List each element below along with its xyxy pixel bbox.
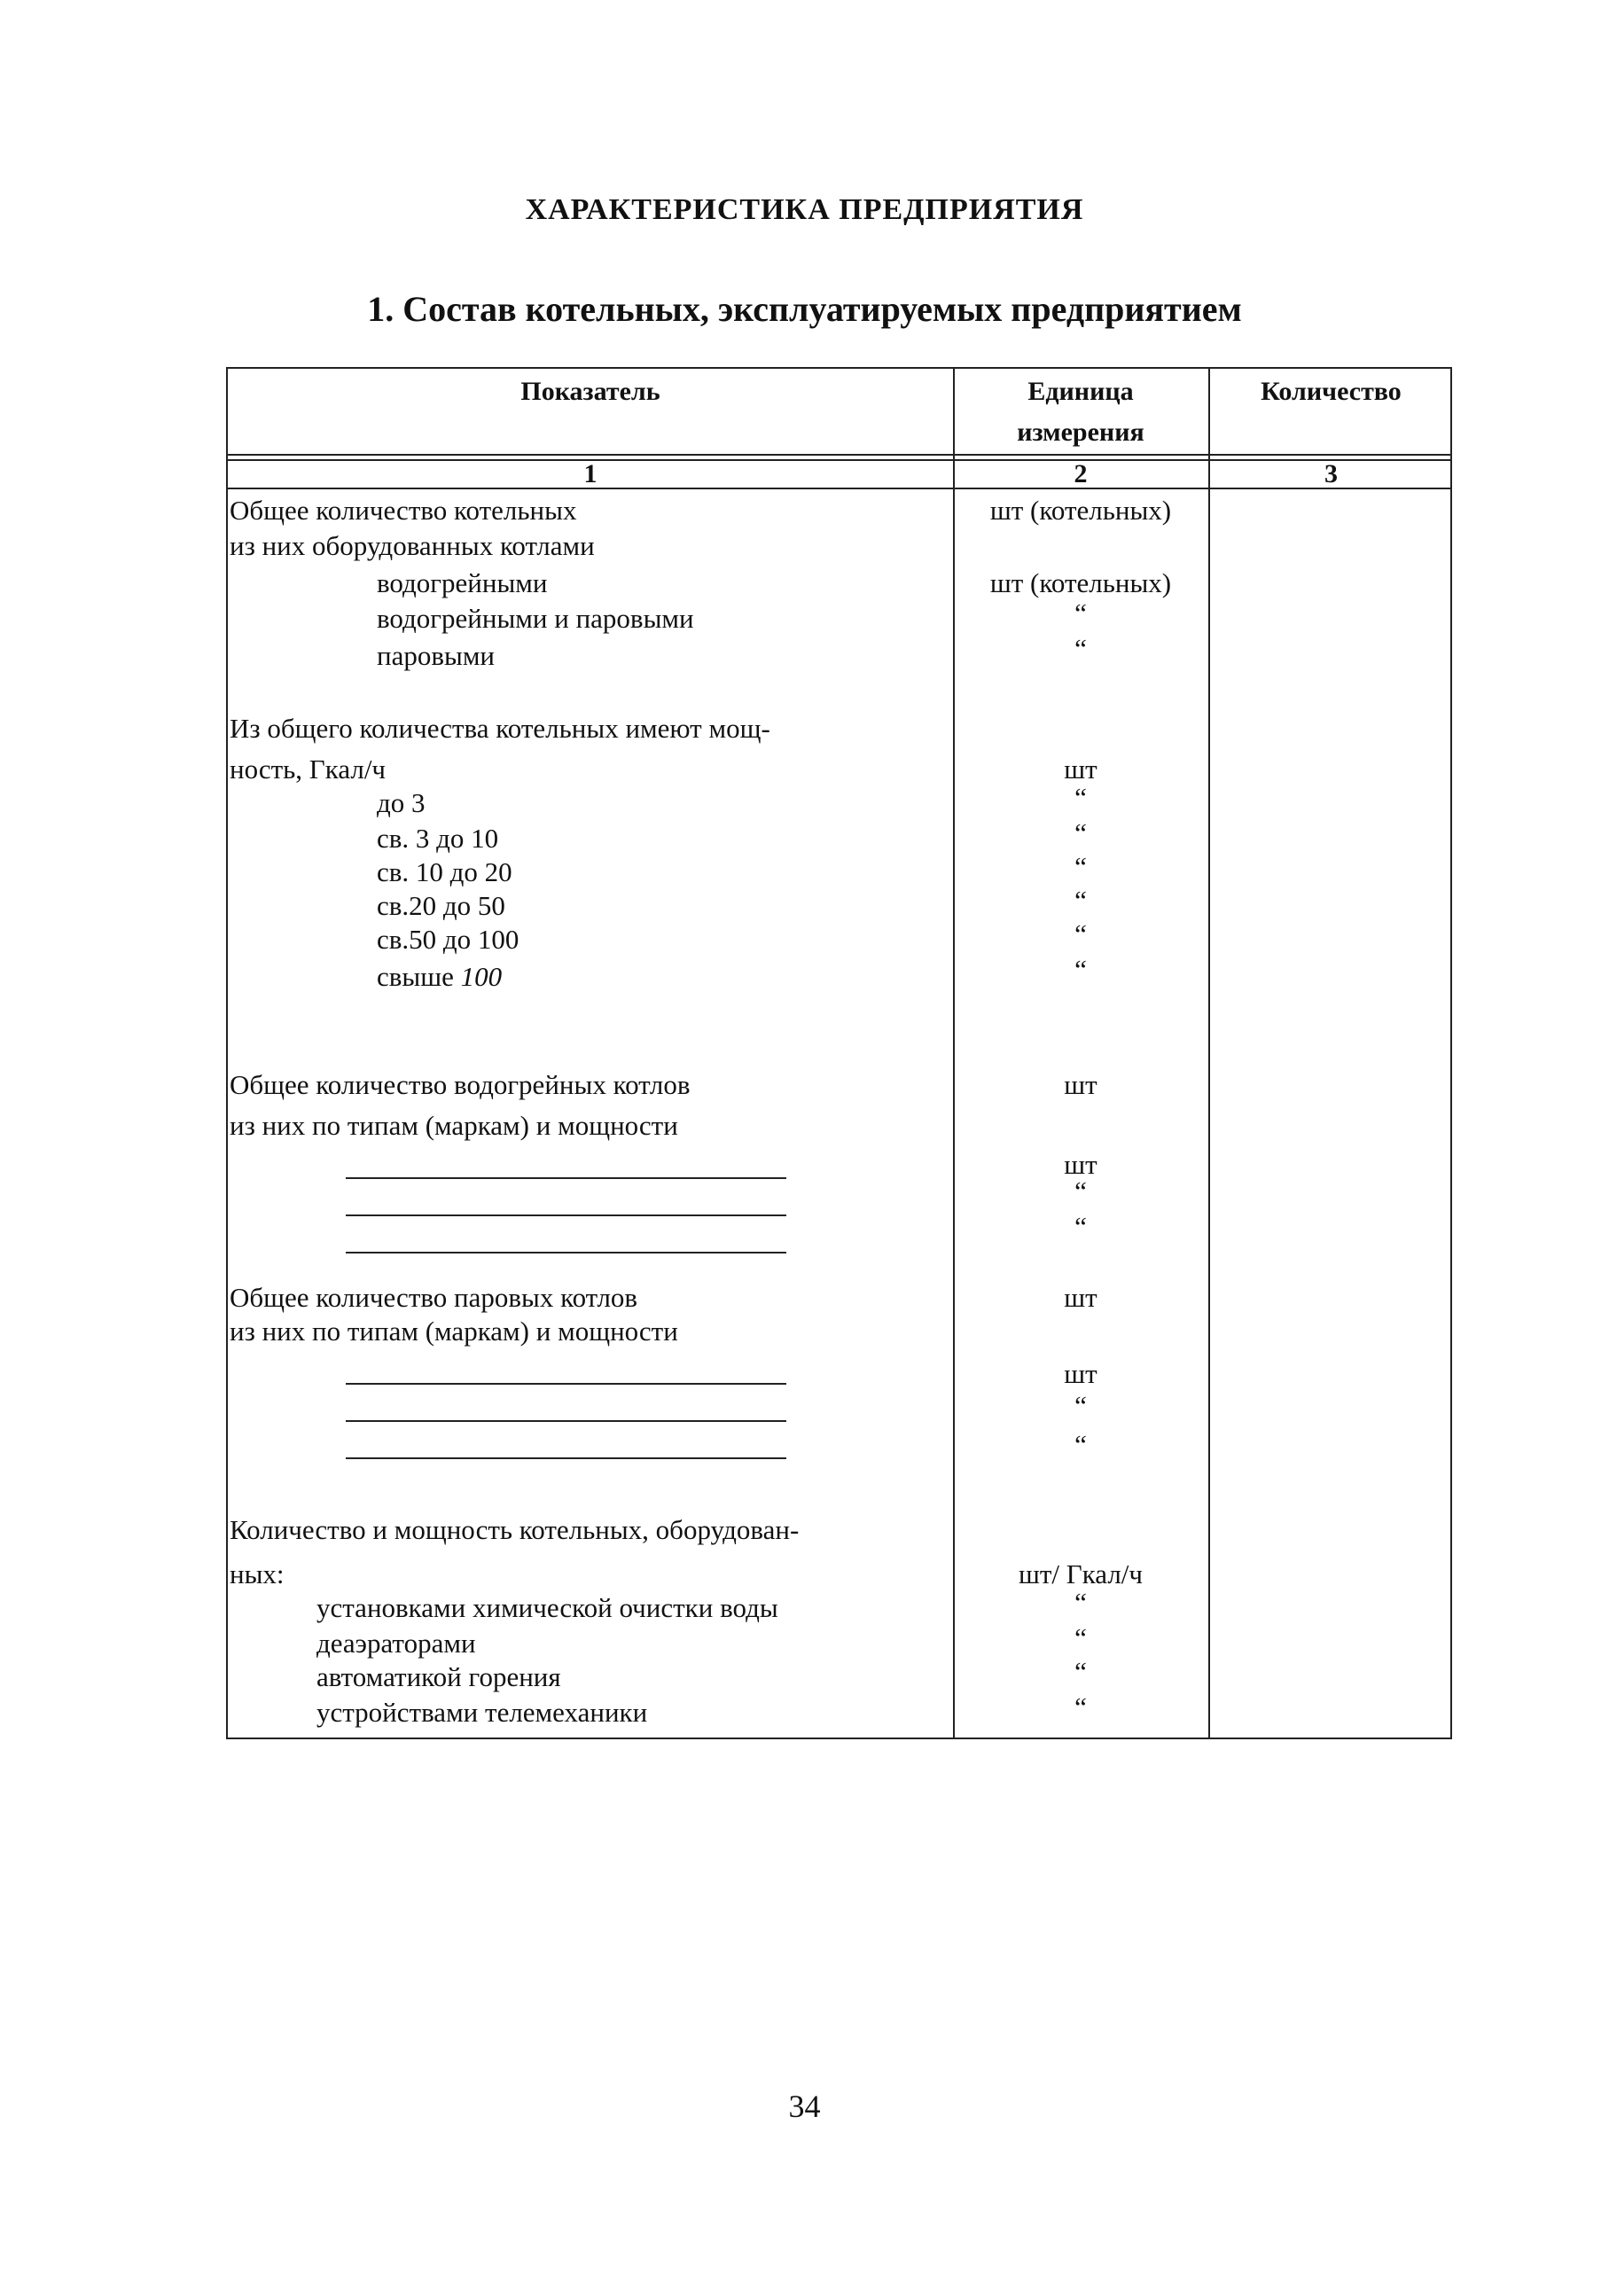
row-unit: “ (1074, 1390, 1087, 1421)
row-unit: шт (1064, 1149, 1097, 1180)
blank-entry-line (346, 1252, 786, 1253)
row-unit: “ (1074, 1211, 1087, 1242)
header-divider (228, 454, 1450, 456)
row-label: из них оборудованных котлами (230, 530, 595, 561)
row-label: водогрейными и паровыми (377, 603, 694, 634)
row-label: устройствами телемеханики (316, 1697, 648, 1728)
row-label: Общее количество водогрейных котлов (230, 1069, 691, 1100)
blank-entry-line (346, 1383, 786, 1385)
row-label: установками химической очистки воды (316, 1592, 778, 1623)
column-divider (1208, 369, 1210, 1738)
blank-entry-line (346, 1457, 786, 1459)
row-unit: шт (1064, 1069, 1097, 1100)
row-unit: шт/ Гкал/ч (1019, 1558, 1143, 1589)
row-unit: “ (1074, 597, 1087, 629)
row-unit: шт (1064, 754, 1097, 785)
header-unit-line2: измерения (1017, 418, 1144, 447)
boiler-table (226, 367, 1452, 1739)
header-quantity: Количество (1261, 377, 1402, 406)
row-unit: “ (1074, 1622, 1087, 1653)
column-number: 1 (583, 459, 598, 488)
blank-entry-line (346, 1214, 786, 1216)
row-label: св.50 до 100 (377, 924, 519, 955)
row-label: свыше 100 (377, 961, 503, 992)
row-label: до 3 (377, 787, 426, 818)
row-label: Из общего количества котельных имеют мощ- (230, 713, 770, 744)
row-label: автоматикой горения (316, 1661, 561, 1692)
row-label: Общее количество котельных (230, 495, 577, 526)
row-unit: “ (1074, 1656, 1087, 1687)
row-unit: “ (1074, 1587, 1087, 1618)
row-label: св.20 до 50 (377, 890, 505, 921)
row-label: ность, Гкал/ч (230, 754, 387, 785)
row-label: Количество и мощность котельных, оборудован- (230, 1514, 800, 1545)
row-unit: шт (котельных) (989, 567, 1172, 598)
column-number: 2 (1074, 459, 1088, 488)
row-unit: шт (1064, 1358, 1097, 1389)
page-title: ХАРАКТЕРИСТИКА ПРЕДПРИЯТИЯ (525, 193, 1084, 226)
row-label: деаэраторами (316, 1628, 476, 1659)
column-number: 3 (1324, 459, 1338, 488)
row-label: Общее количество паровых котлов (230, 1282, 638, 1313)
row-unit: “ (1074, 1175, 1087, 1207)
header-unit-line1: Единица (1027, 377, 1134, 406)
row-label: ных: (230, 1558, 285, 1589)
row-unit: “ (1074, 885, 1087, 916)
row-label: паровыми (377, 640, 496, 671)
row-unit: “ (1074, 918, 1087, 949)
blank-entry-line (346, 1177, 786, 1179)
row-unit: “ (1074, 817, 1087, 848)
row-label: св. 3 до 10 (377, 823, 499, 854)
row-label: св. 10 до 20 (377, 856, 512, 887)
header-indicator: Показатель (520, 377, 660, 406)
section-title: 1. Состав котельных, эксплуатируемых предприятием (367, 289, 1242, 329)
row-unit: “ (1074, 1429, 1087, 1460)
row-unit: “ (1074, 851, 1087, 882)
blank-entry-line (346, 1420, 786, 1422)
row-unit: шт (1064, 1282, 1097, 1313)
row-unit: шт (котельных) (989, 495, 1172, 526)
row-unit: “ (1074, 633, 1087, 664)
row-unit: “ (1074, 954, 1087, 985)
page-number: 34 (788, 2089, 821, 2124)
row-label: водогрейными (377, 567, 548, 598)
row-unit: “ (1074, 782, 1087, 813)
row-unit: “ (1074, 1691, 1087, 1722)
row-label: из них по типам (маркам) и мощности (230, 1110, 678, 1141)
row-label: из них по типам (маркам) и мощности (230, 1316, 678, 1347)
